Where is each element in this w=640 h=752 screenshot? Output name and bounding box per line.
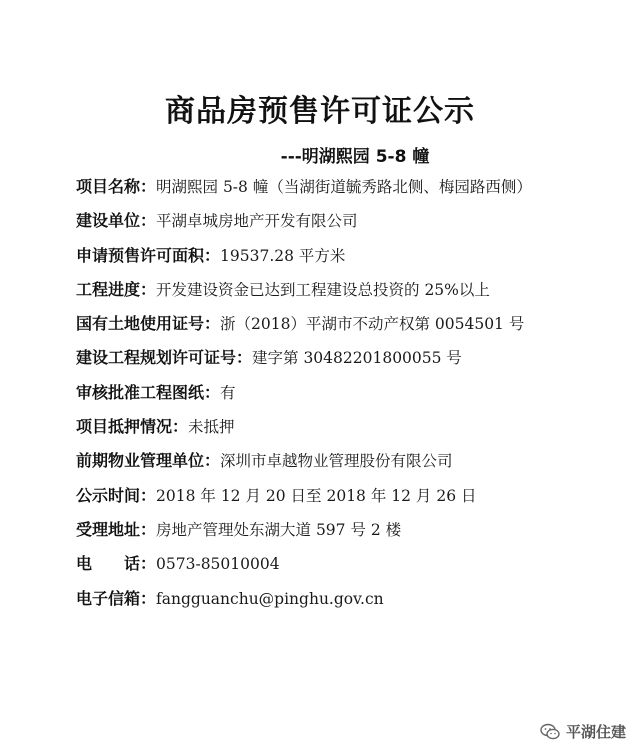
field-value: 未抵押 <box>188 418 235 437</box>
info-field-list <box>76 172 636 618</box>
field-value: 房地产管理处东湖大道 597 号 2 楼 <box>156 520 402 539</box>
field-publicity-period <box>76 481 636 515</box>
field-label: 电子信箱： <box>76 588 157 608</box>
field-land-certificate <box>76 309 636 343</box>
field-approved-drawings <box>76 378 636 412</box>
field-value: 深圳市卓越物业管理股份有限公司 <box>220 452 453 471</box>
field-label: 电 话： <box>76 554 157 574</box>
field-label: 受理地址： <box>76 519 157 539</box>
watermark-text: 平湖住建 <box>565 723 626 741</box>
page-title: 商品房预售许可证公示 <box>165 94 475 129</box>
wechat-icon <box>540 723 560 741</box>
field-property-management <box>76 446 636 480</box>
field-label: 公示时间： <box>76 485 157 505</box>
field-value: 浙（2018）平湖市不动产权第 0054501 号 <box>220 315 525 334</box>
field-value: 平湖卓城房地产开发有限公司 <box>156 212 358 231</box>
field-construction-progress <box>76 275 636 309</box>
field-value: 2018 年 12 月 20 日至 2018 年 12 月 26 日 <box>156 486 477 505</box>
field-phone <box>76 549 636 583</box>
field-planning-permit <box>76 343 636 377</box>
field-value: 明湖熙园 5-8 幢（当湖街道毓秀路北侧、梅园路西侧） <box>156 178 532 196</box>
field-value: 19537.28 平方米 <box>220 246 346 265</box>
field-label: 建设工程规划许可证号： <box>76 348 253 368</box>
field-value: 开发建设资金已达到工程建设总投资的 25%以上 <box>156 280 490 299</box>
field-presale-area <box>76 241 636 275</box>
field-value: 0573-85010004 <box>156 555 280 574</box>
field-label: 前期物业管理单位： <box>76 451 221 471</box>
field-email <box>76 584 636 618</box>
field-value: 建字第 30482201800055 号 <box>252 349 462 368</box>
field-value: 有 <box>220 383 236 402</box>
field-label: 审核批准工程图纸： <box>76 382 221 402</box>
field-mortgage-status <box>76 412 636 446</box>
field-value: fangguanchu@pinghu.gov.cn <box>156 589 384 608</box>
field-label: 建设单位： <box>76 211 157 231</box>
field-label: 国有土地使用证号： <box>76 314 221 334</box>
field-developer <box>76 206 636 240</box>
field-label: 项目抵押情况： <box>76 417 189 437</box>
watermark <box>540 721 626 742</box>
field-project-name <box>76 172 636 206</box>
field-label: 项目名称： <box>76 177 157 196</box>
page-subtitle: ---明湖熙园 5-8 幢 <box>280 147 430 167</box>
field-address <box>76 515 636 549</box>
field-label: 申请预售许可面积： <box>76 245 221 265</box>
field-label: 工程进度： <box>76 279 157 299</box>
